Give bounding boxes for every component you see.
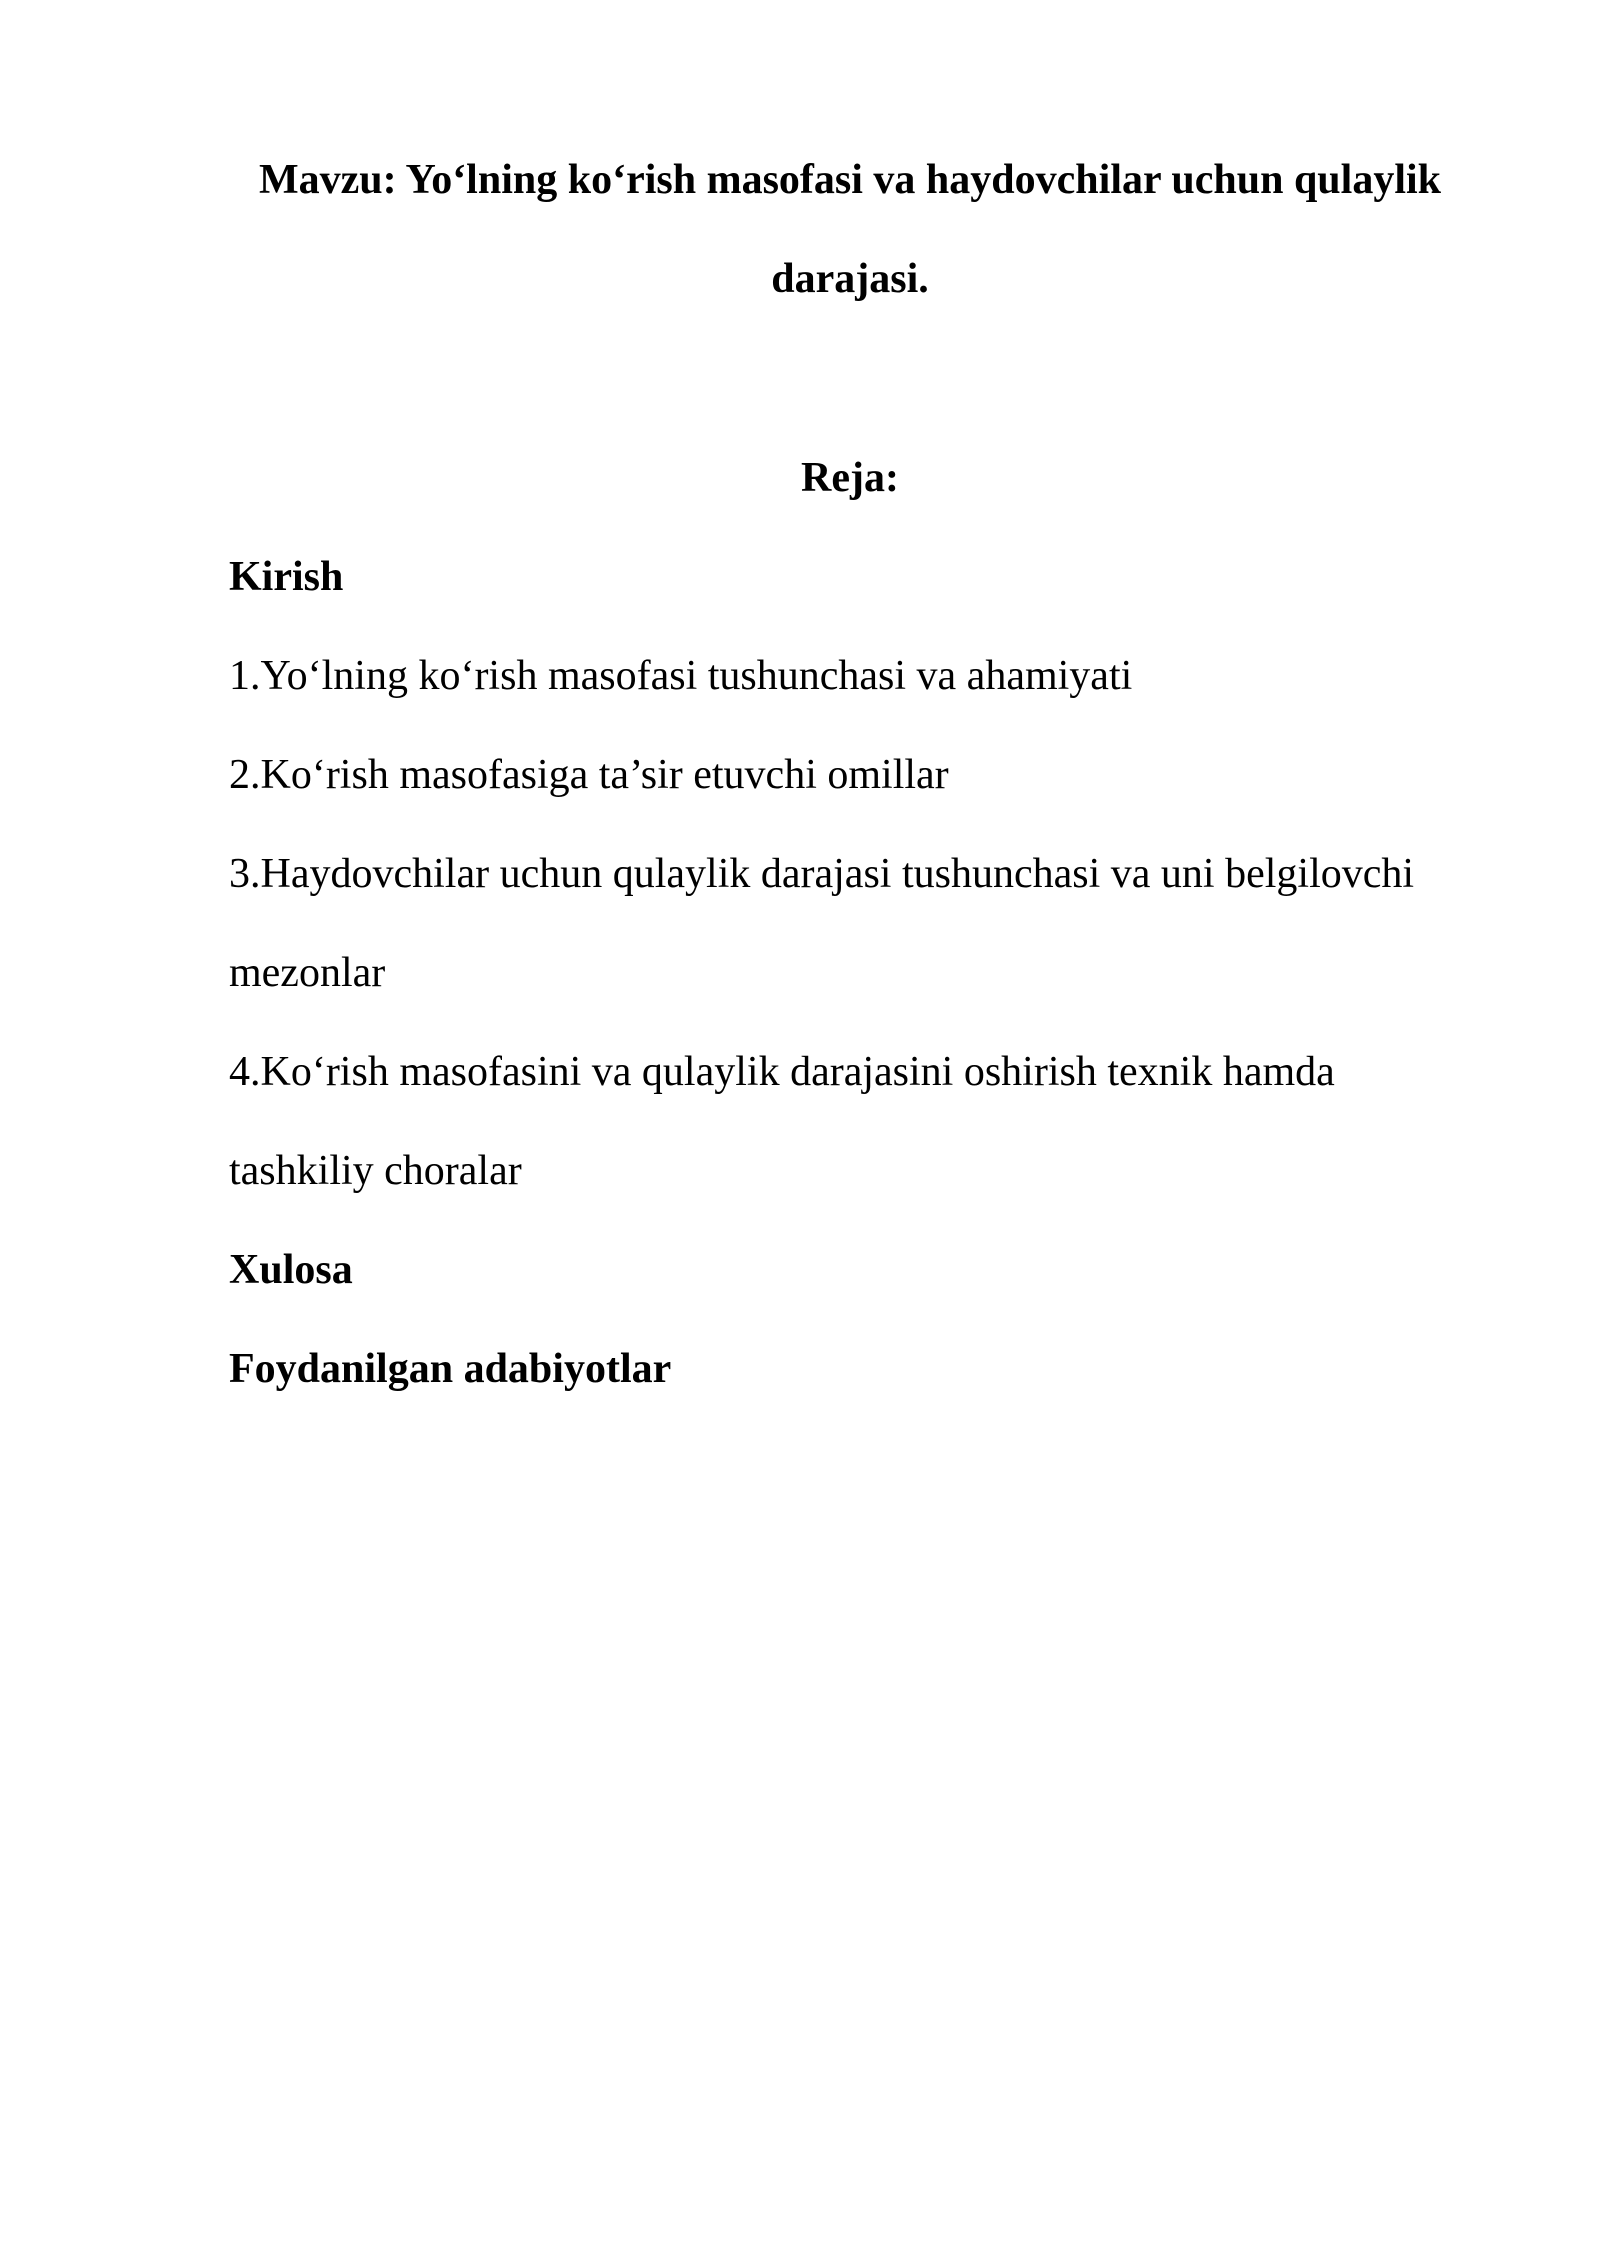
section-references: Foydanilgan adabiyotlar [229, 1346, 672, 1392]
section-conclusion: Xulosa [229, 1247, 353, 1293]
document-title-line-2: darajasi. [771, 256, 929, 302]
plan-item-2: 2.Ko‘rish masofasiga ta’sir etuvchi omillar [229, 752, 949, 798]
plan-heading: Reja: [801, 455, 899, 501]
plan-item-4: 4.Ko‘rish masofasini va qulaylik darajasini oshirish texnik hamda [229, 1049, 1335, 1095]
section-intro: Kirish [229, 554, 344, 600]
plan-item-4-continuation: tashkiliy choralar [229, 1148, 522, 1194]
plan-item-3-continuation: mezonlar [229, 950, 386, 996]
document-title-line-1: Mavzu: Yo‘lning ko‘rish masofasi va haydovchilar uchun qulaylik [258, 157, 1442, 203]
plan-item-3: 3.Haydovchilar uchun qulaylik darajasi tushunchasi va uni belgilovchi [229, 851, 1415, 897]
plan-item-1: 1.Yo‘lning ko‘rish masofasi tushunchasi va ahamiyati [229, 653, 1133, 699]
